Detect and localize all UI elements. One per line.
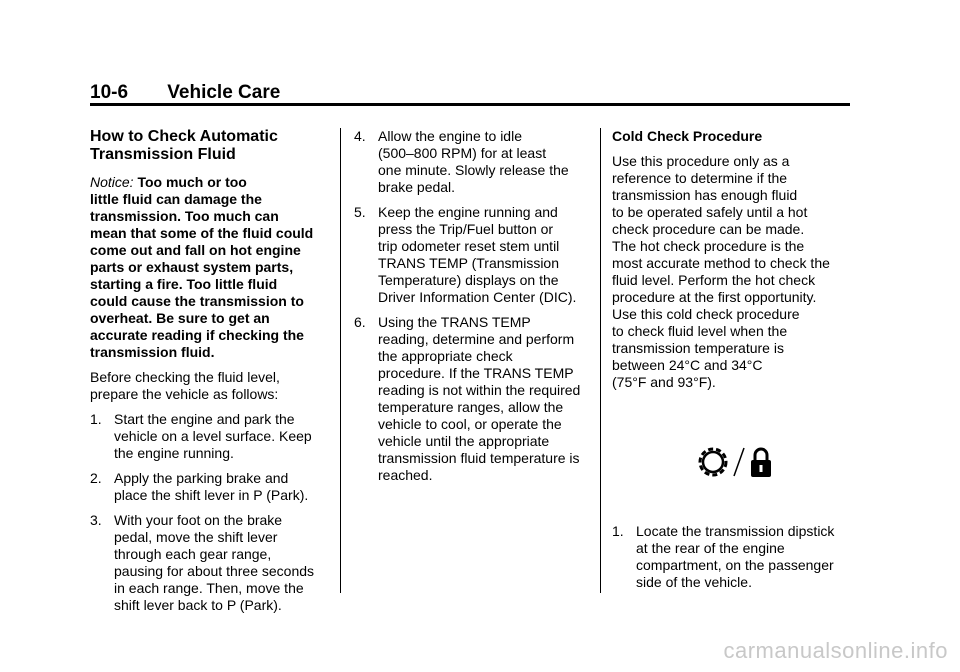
gear-service-icon <box>696 445 730 479</box>
column-divider-2 <box>600 128 601 593</box>
step-text: With your foot on the brake pedal, move the shift lever through each gear range, pausing for about three seconds in each range. Then, move the shift lever back to P (Park). <box>114 512 315 613</box>
list-item <box>354 128 589 196</box>
notice-text: Too much or too little fluid can damage the transmission. Too much can mean that some of the fluid could come out and fall on hot engine parts or exhaust system parts, starting a fire. Too little fluid could cause the transmission to overheat. Be sure to get an accurate reading if checking the transmission fluid. <box>90 174 314 360</box>
step-text: Start the engine and park the vehicle on a level surface. Keep the engine running. <box>114 411 312 461</box>
list-item <box>354 204 589 306</box>
list-item <box>90 411 330 462</box>
step-number: 3. <box>90 512 102 528</box>
section-title: Vehicle Care <box>167 82 281 103</box>
step-text: Using the TRANS TEMP reading, determine and perform the appropriate check procedure. If the TRANS TEMP reading is not within the required temperature ranges, allow the vehicle to cool, or operate the vehicle until the appropriate transmission fluid temperature is reached. <box>378 314 581 483</box>
notice-label: Notice: <box>90 174 134 190</box>
column-divider-1 <box>340 128 341 593</box>
step-number: 2. <box>90 470 102 486</box>
step-text: Locate the transmission dipstick at the rear of the engine compartment, on the passenger side of the vehicle. <box>636 523 835 590</box>
step-number: 6. <box>354 314 366 330</box>
step-number: 5. <box>354 204 366 220</box>
list-item <box>90 470 330 504</box>
column-3 <box>612 128 857 599</box>
column-2 <box>354 128 589 492</box>
subheading: Cold Check Procedure <box>612 128 763 144</box>
lock-icon <box>748 445 774 479</box>
list-item <box>612 523 857 591</box>
step-number: 1. <box>612 523 624 539</box>
page-number: 10-6 <box>90 82 129 103</box>
list-item <box>354 314 589 484</box>
step-text: Apply the parking brake and place the shift lever in P (Park). <box>114 470 309 503</box>
list-item <box>90 512 330 614</box>
symbol-row <box>612 445 857 479</box>
step-text: Allow the engine to idle (500–800 RPM) for at least one minute. Slowly release the brake pedal. <box>378 128 569 195</box>
slash-icon <box>732 445 746 479</box>
notice-paragraph <box>90 174 330 361</box>
column-1 <box>90 128 330 622</box>
step-number: 1. <box>90 411 102 427</box>
watermark: carmanualsonline.info <box>723 638 948 663</box>
header-rule <box>90 103 850 106</box>
step-number: 4. <box>354 128 366 144</box>
intro-paragraph: Before checking the fluid level, prepare the vehicle as follows: <box>90 369 280 402</box>
step-text: Keep the engine running and press the Trip/Fuel button or trip odometer reset stem until TRANS TEMP (Transmission Temperature) displays on the Driver Information Center (DIC). <box>378 204 577 305</box>
section-heading: How to Check Automatic Transmission Fluid <box>90 128 278 163</box>
cold-check-paragraph: Use this procedure only as a reference to determine if the transmission has enough fluid to be operated safely until a hot check procedure can be made. The hot check procedure is the most accurate method to check the fluid level. Perform the hot check procedure at the first opportunity. Use this cold check procedure to check fluid level when the transmission temperature is between 24°C and 34°C (75°F and 93°F). <box>612 153 830 390</box>
